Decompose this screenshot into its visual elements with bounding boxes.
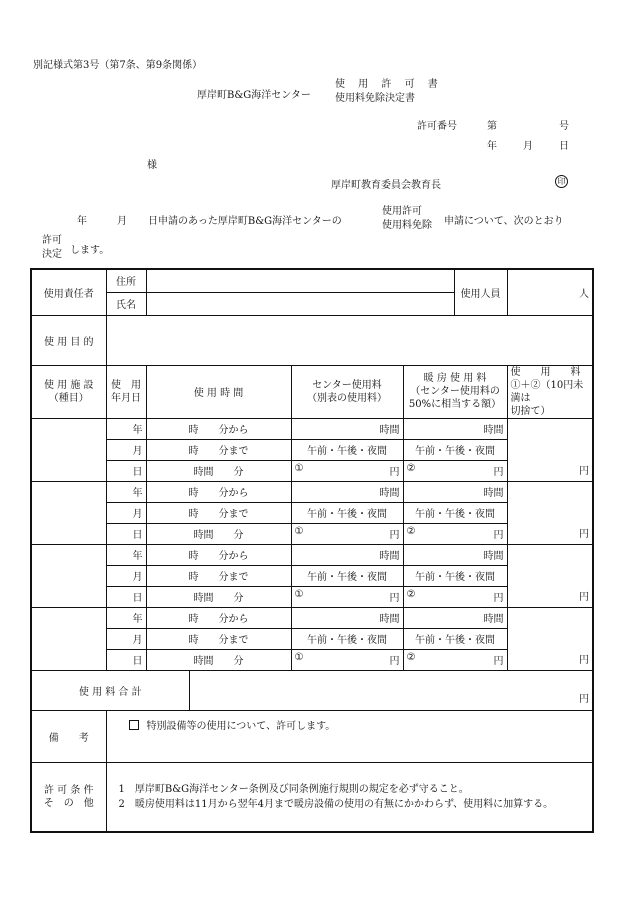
- intro-text-3: します。: [70, 245, 110, 256]
- addressee-suffix: 様: [147, 160, 157, 171]
- center-yen: 円: [389, 467, 400, 478]
- fee-yen: 円: [579, 654, 590, 666]
- intro-text-1: 日申請のあった厚岸町B&G海洋センターの: [148, 216, 342, 227]
- remarks-cell: [106, 710, 593, 762]
- issuer: 厚岸町教育委員会教育長: [331, 180, 441, 191]
- conditions-label-1: 許 可 条 件: [43, 784, 94, 796]
- title-organization: 厚岸町B&G海洋センター: [197, 90, 311, 101]
- title-kind-exemption: 使用料免除決定書: [335, 93, 415, 104]
- choice-kyoka: 許可: [42, 235, 62, 246]
- usage-year[interactable]: 年: [106, 481, 146, 502]
- time-to[interactable]: 時 分まで: [146, 502, 291, 523]
- facility-cell-2[interactable]: [31, 481, 106, 544]
- seal-mark: 印: [555, 175, 568, 188]
- mark-1: ①: [294, 526, 304, 537]
- remarks-label: 備 考: [31, 710, 106, 762]
- heating-hours[interactable]: 時間: [403, 607, 507, 628]
- conditions-label: [31, 762, 106, 832]
- title-kind-permit: 使 用 許 可 書: [335, 79, 443, 90]
- intro-choice-a: [382, 205, 432, 233]
- facility-header: [31, 365, 106, 418]
- mark-1: ①: [294, 589, 304, 600]
- time-from[interactable]: 時 分から: [146, 418, 291, 439]
- time-to[interactable]: 時 分まで: [146, 439, 291, 460]
- issue-year: 年: [487, 141, 497, 152]
- center-yen: 円: [389, 656, 400, 667]
- usage-month[interactable]: 月: [106, 439, 146, 460]
- name-label: 氏名: [106, 292, 146, 315]
- fee-header: [507, 365, 593, 418]
- usage-day[interactable]: 日: [106, 460, 146, 481]
- form-number: 別記様式第3号（第7条、第9条関係）: [33, 60, 203, 71]
- center-fee-cell[interactable]: [291, 649, 403, 670]
- center-fee-header-1: センター使用料: [312, 379, 382, 391]
- purpose-label: 使 用 目 的: [31, 315, 106, 365]
- date-header: [106, 365, 146, 418]
- heating-hours[interactable]: 時間: [403, 418, 507, 439]
- facility-header-1: 使 用 施 設: [43, 379, 94, 391]
- issue-day: 日: [559, 141, 569, 152]
- center-hours[interactable]: 時間: [291, 607, 403, 628]
- heating-fee-header: [403, 365, 507, 418]
- heating-hours[interactable]: 時間: [403, 481, 507, 502]
- center-hours[interactable]: 時間: [291, 481, 403, 502]
- center-fee-header: [291, 365, 403, 418]
- center-yen: 円: [389, 593, 400, 604]
- time-duration[interactable]: 時間 分: [146, 586, 291, 607]
- permit-number-prefix: 第: [487, 121, 497, 132]
- usage-month[interactable]: 月: [106, 502, 146, 523]
- fee-yen: 円: [579, 591, 590, 603]
- mark-2: ②: [406, 589, 416, 600]
- mark-1: ①: [294, 463, 304, 474]
- conditions-cell: [106, 762, 593, 832]
- permit-number-suffix: 号: [559, 121, 569, 132]
- mark-2: ②: [406, 652, 416, 663]
- usage-month[interactable]: 月: [106, 565, 146, 586]
- application-month: 月: [117, 216, 127, 227]
- time-duration[interactable]: 時間 分: [146, 523, 291, 544]
- mark-2: ②: [406, 463, 416, 474]
- heating-yen: 円: [493, 593, 504, 604]
- heating-fee-cell[interactable]: [403, 649, 507, 670]
- address-field[interactable]: [146, 269, 454, 292]
- total-yen: 円: [579, 693, 590, 705]
- condition-1: 1 厚岸町B&G海洋センター条例及び同条例施行規則の規定を必ず守ること。: [118, 783, 469, 795]
- fee-header-1: 使 用 料: [510, 366, 581, 378]
- usage-day[interactable]: 日: [106, 523, 146, 544]
- time-from[interactable]: 時 分から: [146, 481, 291, 502]
- heating-fee-header-1: 暖 房 使 用 料: [423, 373, 487, 384]
- responsible-label: 使用責任者: [31, 269, 106, 315]
- heating-period[interactable]: 午前・午後・夜間: [403, 439, 507, 460]
- users-unit: 人: [579, 288, 590, 300]
- remarks-text: 特別設備等の使用について、許可します。: [146, 720, 336, 732]
- heating-period[interactable]: 午前・午後・夜間: [403, 565, 507, 586]
- permit-number-label: 許可番号: [417, 121, 457, 132]
- fee-cell[interactable]: [507, 481, 593, 544]
- time-to[interactable]: 時 分まで: [146, 628, 291, 649]
- center-hours[interactable]: 時間: [291, 544, 403, 565]
- date-header-1: 使 用: [111, 379, 141, 391]
- heating-period[interactable]: 午前・午後・夜間: [403, 502, 507, 523]
- fee-yen: 円: [579, 528, 590, 540]
- facility-cell-3[interactable]: [31, 544, 106, 607]
- condition-2: 2 暖房使用料は11月から翌年4月まで暖房設備の使用の有無にかかわらず、使用料に加算する。: [118, 798, 554, 810]
- time-header: 使 用 時 間: [146, 365, 291, 418]
- fee-header-3: 切捨て）: [510, 405, 551, 417]
- heating-hours[interactable]: 時間: [403, 544, 507, 565]
- intro-choice-b: [42, 234, 62, 262]
- mark-2: ②: [406, 526, 416, 537]
- usage-year[interactable]: 年: [106, 544, 146, 565]
- choice-permit: 使用許可: [382, 206, 422, 217]
- usage-day[interactable]: 日: [106, 586, 146, 607]
- center-fee-header-2: （別表の使用料）: [307, 392, 387, 404]
- fee-cell[interactable]: [507, 418, 593, 481]
- center-fee-cell[interactable]: [291, 586, 403, 607]
- total-field[interactable]: [189, 670, 593, 710]
- time-from[interactable]: 時 分から: [146, 544, 291, 565]
- heating-fee-cell[interactable]: [403, 460, 507, 481]
- heating-fee-header-3: 50%に相当する額）: [408, 399, 502, 410]
- date-header-2: 年月日: [111, 392, 141, 404]
- usage-day[interactable]: 日: [106, 649, 146, 670]
- heating-yen: 円: [493, 467, 504, 478]
- heating-fee-cell[interactable]: [403, 586, 507, 607]
- fee-cell[interactable]: [507, 607, 593, 670]
- application-year: 年: [77, 216, 87, 227]
- intro-text-2: 申請について、次のとおり: [444, 216, 564, 227]
- usage-month[interactable]: 月: [106, 628, 146, 649]
- conditions-label-2: そ の 他: [43, 797, 94, 809]
- center-period[interactable]: 午前・午後・夜間: [291, 565, 403, 586]
- name-field[interactable]: [146, 292, 454, 315]
- center-period[interactable]: 午前・午後・夜間: [291, 439, 403, 460]
- center-hours[interactable]: 時間: [291, 418, 403, 439]
- fee-cell[interactable]: [507, 544, 593, 607]
- usage-year[interactable]: 年: [106, 418, 146, 439]
- issue-month: 月: [523, 141, 533, 152]
- usage-year[interactable]: 年: [106, 607, 146, 628]
- permit-table: [30, 268, 592, 833]
- facility-cell-1[interactable]: [31, 418, 106, 481]
- address-label: 住所: [106, 269, 146, 292]
- heating-fee-cell[interactable]: [403, 523, 507, 544]
- facility-cell-4[interactable]: [31, 607, 106, 670]
- time-from[interactable]: 時 分から: [146, 607, 291, 628]
- center-period[interactable]: 午前・午後・夜間: [291, 628, 403, 649]
- time-duration[interactable]: 時間 分: [146, 460, 291, 481]
- center-fee-cell[interactable]: [291, 460, 403, 481]
- mark-1: ①: [294, 652, 304, 663]
- fee-header-2: ①＋②（10円未満は: [510, 379, 584, 404]
- heating-period[interactable]: 午前・午後・夜間: [403, 628, 507, 649]
- special-equipment-checkbox[interactable]: [129, 720, 139, 730]
- facility-header-2: （種目）: [48, 392, 89, 404]
- heating-yen: 円: [493, 656, 504, 667]
- purpose-field[interactable]: [106, 315, 593, 365]
- time-to[interactable]: 時 分まで: [146, 565, 291, 586]
- heating-yen: 円: [493, 530, 504, 541]
- center-period[interactable]: 午前・午後・夜間: [291, 502, 403, 523]
- users-label: 使用人員: [454, 269, 507, 315]
- center-fee-cell[interactable]: [291, 523, 403, 544]
- total-label: 使 用 料 合 計: [31, 670, 189, 710]
- center-yen: 円: [389, 530, 400, 541]
- choice-exemption: 使用料免除: [382, 220, 432, 231]
- fee-yen: 円: [579, 465, 590, 477]
- users-count-field[interactable]: [507, 269, 593, 315]
- heating-fee-header-2: （センター使用料の: [410, 386, 500, 397]
- time-duration[interactable]: 時間 分: [146, 649, 291, 670]
- choice-kettei: 決定: [42, 249, 62, 260]
- title-document-kinds: [335, 78, 443, 106]
